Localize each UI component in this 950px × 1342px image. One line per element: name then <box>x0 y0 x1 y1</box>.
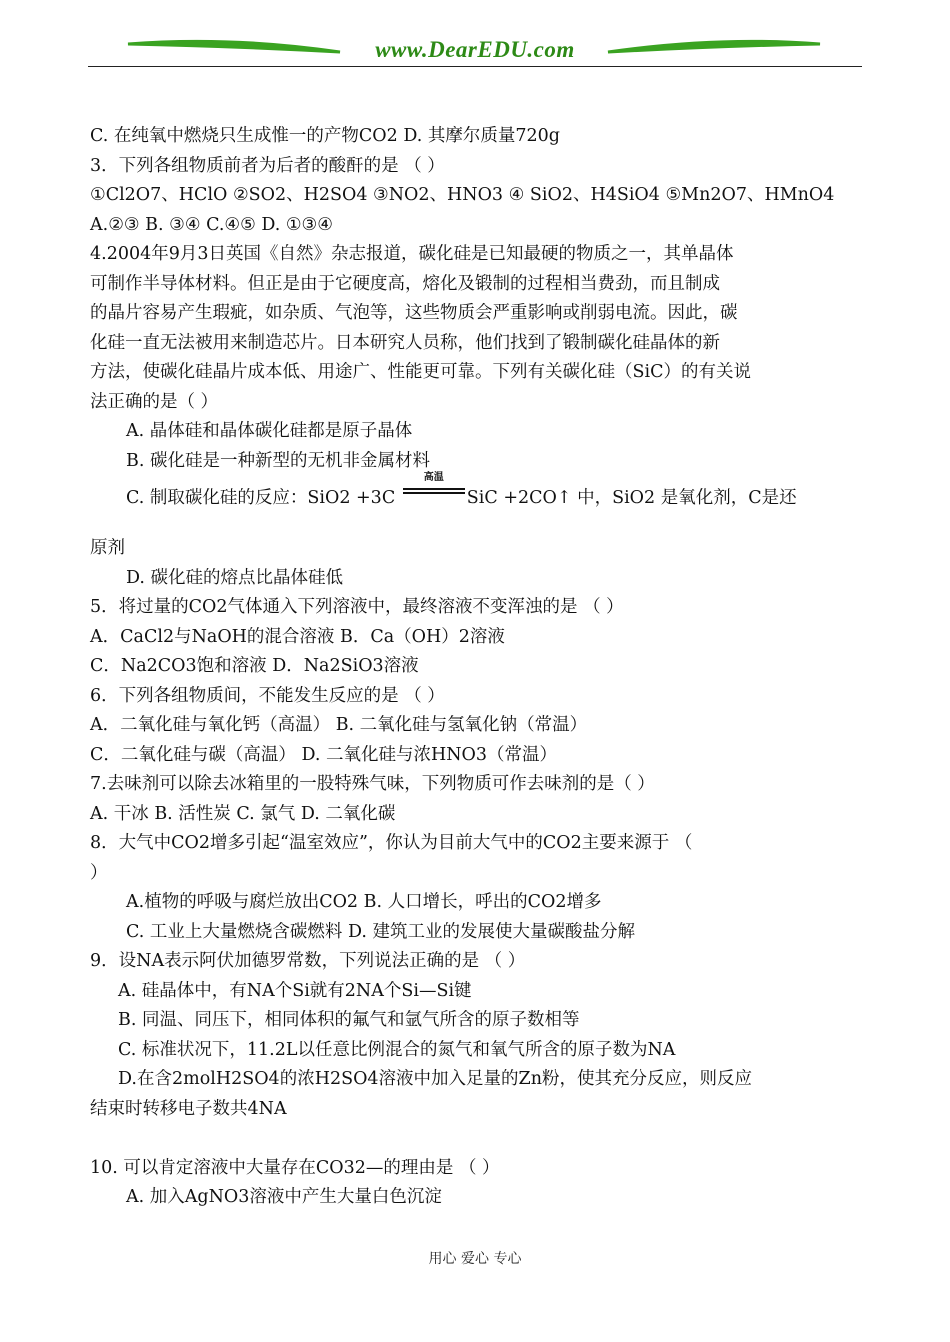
text-line: C. 在纯氧中燃烧只生成惟一的产物CO2 D. 其摩尔质量720g <box>90 126 560 146</box>
option-line: A.植物的呼吸与腐烂放出CO2 B. 人口增长，呼出的CO2增多 <box>126 892 602 912</box>
option-line: A. 硅晶体中，有NA个Si就有2NA个Si—Si键 <box>118 980 472 1001</box>
text-line: ①Cl2O7、HClO ②SO2、H2SO4 ③NO2、HNO3 ④ SiO2、H4SiO4 ⑤Mn2O7、HMnO4 <box>90 185 835 205</box>
text-line: 的晶片容易产生瑕疵，如杂质、气泡等，这些物质会严重影响或削弱电流。因此，碳 <box>90 303 738 323</box>
text-line: 方法，使碳化硅晶片成本低、用途广、性能更可靠。下列有关碳化硅（SiC）的有关说 <box>90 362 751 382</box>
question-5: 5．将过量的CO2气体通入下列溶液中，最终溶液不变浑浊的是 （ ） <box>90 597 624 617</box>
page-header <box>0 0 950 80</box>
reaction-before: C. 制取碳化硅的反应：SiO2 +3C <box>126 488 401 508</box>
option-line: A．二氧化硅与氧化钙（高温） B. 二氧化硅与氢氧化钠（常温） <box>90 715 588 735</box>
spacer <box>90 1124 865 1154</box>
site-logo-text: www.DearEDU.com <box>375 37 575 62</box>
question-8: 8．大气中CO2增多引起“温室效应”，你认为目前大气中的CO2主要来源于 （ <box>90 833 693 853</box>
text-line: A.②③ B. ③④ C.④⑤ D. ①③④ <box>90 214 333 235</box>
document-body <box>90 122 865 1213</box>
page-footer: 用心 爱心 专心 <box>428 1251 522 1267</box>
text-line: 可制作半导体材料。但正是由于它硬度高，熔化及锻制的过程相当费劲，而且制成 <box>90 273 720 294</box>
option-line: B. 同温、同压下，相同体积的氟气和氩气所含的原子数相等 <box>118 1010 580 1030</box>
text-line: 法正确的是（ ） <box>90 391 219 412</box>
spacer <box>90 520 865 534</box>
option-line: C．二氧化硅与碳（高温） D. 二氧化硅与浓HNO3（常温） <box>90 744 558 765</box>
question-6: 6．下列各组物质间，不能发生反应的是 （ ） <box>90 685 445 706</box>
option-line: D. 碳化硅的熔点比晶体硅低 <box>126 567 344 588</box>
equals-bar-top <box>403 488 465 490</box>
option-line: D.在含2molH2SO4的浓H2SO4溶液中加入足量的Zn粉，使其充分反应，则反应 <box>118 1069 752 1089</box>
option-line: C．Na2CO3饱和溶液 D．Na2SiO3溶液 <box>90 656 419 676</box>
question-9: 9．设NA表示阿伏加德罗常数，下列说法正确的是 （ ） <box>90 951 526 971</box>
option-line: C. 工业上大量燃烧含碳燃料 D. 建筑工业的发展使大量碳酸盐分解 <box>126 921 635 942</box>
reaction-line <box>90 472 865 520</box>
option-line: A. 晶体硅和晶体碳化硅都是原子晶体 <box>126 421 413 441</box>
question-3: 3．下列各组物质前者为后者的酸酐的是 （ ） <box>90 155 445 176</box>
question-10: 10. 可以肯定溶液中大量存在CO32—的理由是 （ ） <box>90 1157 500 1178</box>
header-divider <box>88 66 862 67</box>
question-4: 4.2004年9月3日英国《自然》杂志报道，碳化硅是已知最硬的物质之一，其单晶体 <box>90 244 734 264</box>
option-line: A．CaCl2与NaOH的混合溶液 B．Ca（OH）2溶液 <box>90 626 505 647</box>
option-line: B. 碳化硅是一种新型的无机非金属材料 <box>126 450 430 471</box>
option-line: C. 标准状况下，11.2L以任意比例混合的氮气和氧气所含的原子数为NA <box>118 1039 676 1060</box>
text-line: 原剂 <box>90 538 125 558</box>
option-line: A. 加入AgNO3溶液中产生大量白色沉淀 <box>126 1187 442 1207</box>
text-line: 结束时转移电子数共4NA <box>90 1098 287 1119</box>
option-line: A. 干冰 B. 活性炭 C. 氯气 D. 二氧化碳 <box>90 803 396 824</box>
question-7: 7.去味剂可以除去冰箱里的一股特殊气味，下列物质可作去味剂的是（ ） <box>90 774 655 794</box>
text-line: 化硅一直无法被用来制造芯片。日本研究人员称，他们找到了锻制碳化硅晶体的新 <box>90 332 720 353</box>
reaction-after: SiC +2CO↑ 中，SiO2 是氧化剂，C是还 <box>466 488 797 508</box>
reaction-arrow <box>403 472 465 520</box>
equals-bar-bottom <box>403 492 465 494</box>
text-line: ） <box>90 862 108 883</box>
reaction-condition: 高温 <box>423 472 444 483</box>
